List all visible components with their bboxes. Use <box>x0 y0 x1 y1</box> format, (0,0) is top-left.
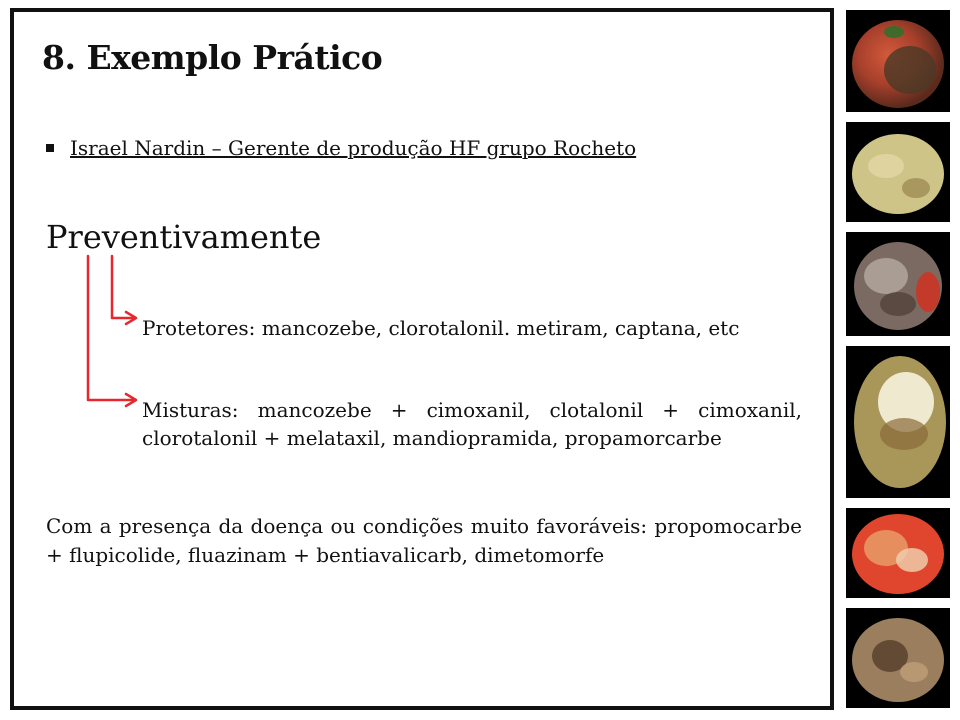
tomato-blight-photo <box>846 10 950 112</box>
rotten-tomato-photo <box>846 232 950 336</box>
rotten-potato-photo <box>846 608 950 708</box>
potato-lesion-photo <box>846 346 950 498</box>
slide-frame <box>10 8 834 710</box>
bullet-text: Israel Nardin – Gerente de produção HF grupo Rocheto <box>70 136 637 160</box>
connector-arrows <box>14 12 830 706</box>
paragraph-conditions: Com a presença da doença ou condições muito favoráveis: propomocarbe + flupicolide, fluazinam + bentiavalicarb, dimetomorfe <box>46 514 802 567</box>
potato-slice-photo <box>846 122 950 222</box>
tomato-lesion-photo <box>846 508 950 598</box>
arrow-to-protetores <box>112 256 134 318</box>
photo-strip <box>846 10 950 708</box>
item-misturas: Misturas: mancozebe + cimoxanil, clotalonil + cimoxanil, clorotalonil + melataxil, mandiopramida, propamorcarbe <box>142 398 802 450</box>
section-heading: Preventivamente <box>46 218 322 256</box>
item-protetores: Protetores: mancozebe, clorotalonil. metiram, captana, etc <box>142 316 740 340</box>
slide-title: 8. Exemplo Prático <box>42 38 383 77</box>
